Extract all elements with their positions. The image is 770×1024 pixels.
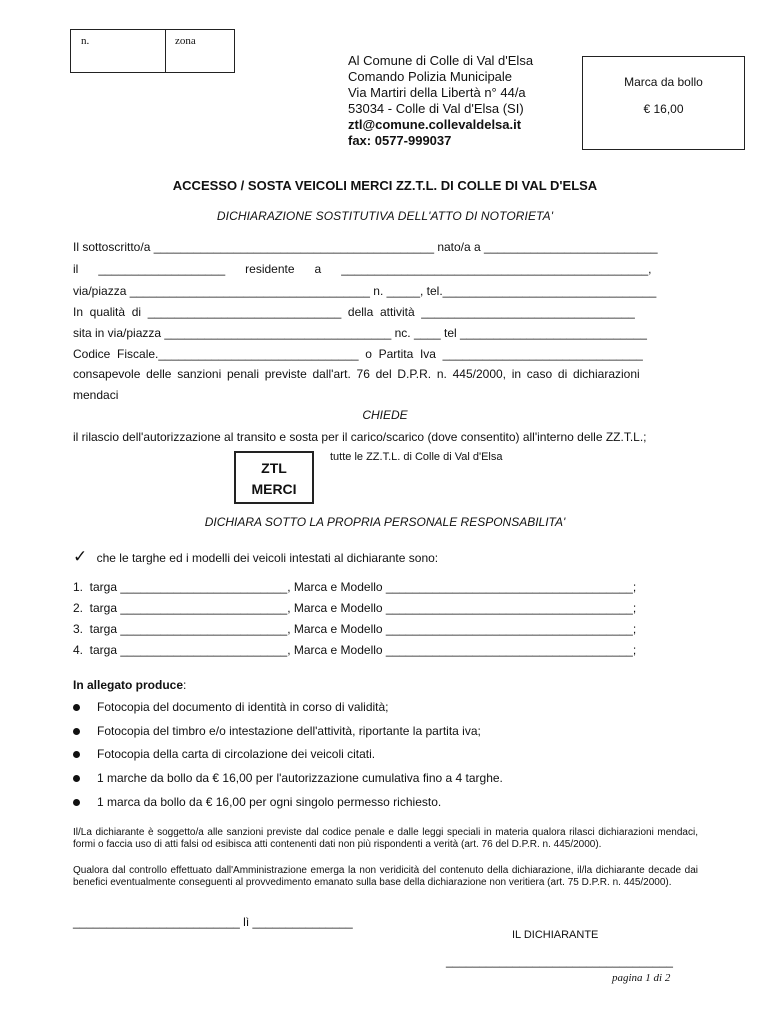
allegato-item-text: Fotocopia del timbro e/o intestazione dell'attività, riportante la partita iva; — [97, 724, 481, 738]
form-line-business: sita in via/piazza __________________________________ nc. ____ tel ____________________________ — [73, 326, 647, 340]
recipient-address — [348, 53, 533, 149]
zona-label: zona — [175, 35, 196, 47]
signature-line: __________________________________ — [446, 954, 673, 968]
address-line: Via Martiri della Libertà n° 44/a — [348, 85, 526, 100]
checkmark-icon: ✓ — [73, 547, 88, 566]
document-title: ACCESSO / SOSTA VEICOLI MERCI ZZ.T.L. DI COLLE DI VAL D'ELSA — [172, 178, 598, 193]
allegato-item — [73, 771, 503, 785]
n-label: n. — [71, 30, 166, 72]
revenue-stamp-box — [582, 56, 745, 150]
fax: fax: 0577-999037 — [348, 133, 452, 148]
form-line-name: Il sottoscritto/a __________________________________________ nato/a a __________________________ — [73, 240, 658, 254]
allegato-item-text: Fotocopia del documento di identità in corso di validità; — [97, 700, 389, 714]
place-date-line: _________________________ lì _______________ — [73, 915, 353, 929]
targa-line: 4. targa _________________________, Marca e Modello _____________________________________; — [73, 643, 637, 657]
rilascio-text: il rilascio dell'autorizzazione al transito e sosta per il carico/scarico (dove consentito) all'interno delle ZZ.T.L.; — [73, 430, 647, 444]
allegato-item — [73, 747, 375, 761]
consapevole-text: consapevole delle sanzioni penali previste dall'art. 76 del D.P.R. n. 445/2000, in caso di dichiarazioni — [73, 367, 640, 381]
bullet-icon — [73, 704, 80, 711]
dichiarante-label: IL DICHIARANTE — [512, 929, 599, 941]
bullet-icon — [73, 775, 80, 782]
dichiara-heading: DICHIARA SOTTO LA PROPRIA PERSONALE RESPONSABILITA' — [204, 515, 566, 529]
form-line-fiscal: Codice Fiscale.______________________________ o Partita Iva ______________________________ — [73, 347, 643, 361]
allegato-item — [73, 724, 481, 738]
document-subtitle: DICHIARAZIONE SOSTITUTIVA DELL'ATTO DI NOTORIETA' — [216, 209, 554, 223]
chiede-heading: CHIEDE — [362, 408, 408, 422]
form-line-role: In qualità di _____________________________ della attività ________________________________ — [73, 305, 635, 319]
legal-notice-2: Qualora dal controllo effettuato dall'Amministrazione emerga la non veridicità del contenuto della dichiarazione, il/la dichiarante decade dai benefici eventualmente conseguenti al provvedimento emanato sulla base della dichiarazione non veritiera (art. 75 D.P.R. n. 445/2000). — [73, 865, 698, 888]
ztl-badge-line: MERCI — [251, 481, 297, 497]
allegato-item-text: 1 marche da bollo da € 16,00 per l'autorizzazione cumulativa fino a 4 targhe. — [97, 771, 503, 785]
targhe-intro-row — [73, 547, 438, 567]
targhe-intro-text: che le targhe ed i modelli dei veicoli intestati al dichiarante sono: — [96, 551, 439, 565]
ztl-badge-line: ZTL — [261, 460, 287, 476]
bullet-icon — [73, 799, 80, 806]
allegato-item — [73, 795, 441, 809]
targa-line: 1. targa _________________________, Marca e Modello _____________________________________; — [73, 580, 637, 594]
bullet-icon — [73, 728, 80, 735]
form-line-birth: il ___________________ residente a ______________________________________________, — [73, 262, 652, 276]
legal-notice-1: Il/La dichiarante è soggetto/a alle sanzioni previste dal codice penale e dalle leggi speciali in materia qualora rilasci dichiarazioni mendaci, formi o faccia uso di atti falsi od esibisca atti contenenti dati non più rispondenti a verità (art. 76 del D.P.R. n. 445/2000). — [73, 827, 698, 850]
email: ztl@comune.collevaldelsa.it — [348, 117, 522, 132]
allegato-item-text: 1 marca da bollo da € 16,00 per ogni singolo permesso richiesto. — [97, 795, 442, 809]
form-line-address: via/piazza ____________________________________ n. _____, tel.________________________________ — [73, 284, 657, 298]
address-line: Al Comune di Colle di Val d'Elsa — [348, 53, 534, 68]
allegato-colon: : — [183, 678, 187, 692]
allegato-label: In allegato produce — [73, 678, 184, 692]
targa-line: 3. targa _________________________, Marca e Modello _____________________________________; — [73, 622, 637, 636]
address-line: Comando Polizia Municipale — [348, 69, 513, 84]
allegato-heading — [73, 678, 186, 692]
stamp-amount: € 16,00 — [643, 102, 684, 116]
ztl-all-text: tutte le ZZ.T.L. di Colle di Val d'Elsa — [330, 451, 503, 463]
bullet-icon — [73, 751, 80, 758]
targa-line: 2. targa _________________________, Marca e Modello _____________________________________; — [73, 601, 637, 615]
allegato-item-text: Fotocopia della carta di circolazione dei veicoli citati. — [97, 747, 376, 761]
ztl-merci-badge — [234, 451, 314, 504]
page-number: pagina 1 di 2 — [612, 972, 671, 984]
allegato-item — [73, 700, 389, 714]
protocol-box — [70, 29, 235, 73]
stamp-label: Marca da bollo — [624, 75, 703, 89]
address-line: 53034 - Colle di Val d'Elsa (SI) — [348, 101, 524, 116]
consapevole-text-2: mendaci — [73, 388, 119, 402]
